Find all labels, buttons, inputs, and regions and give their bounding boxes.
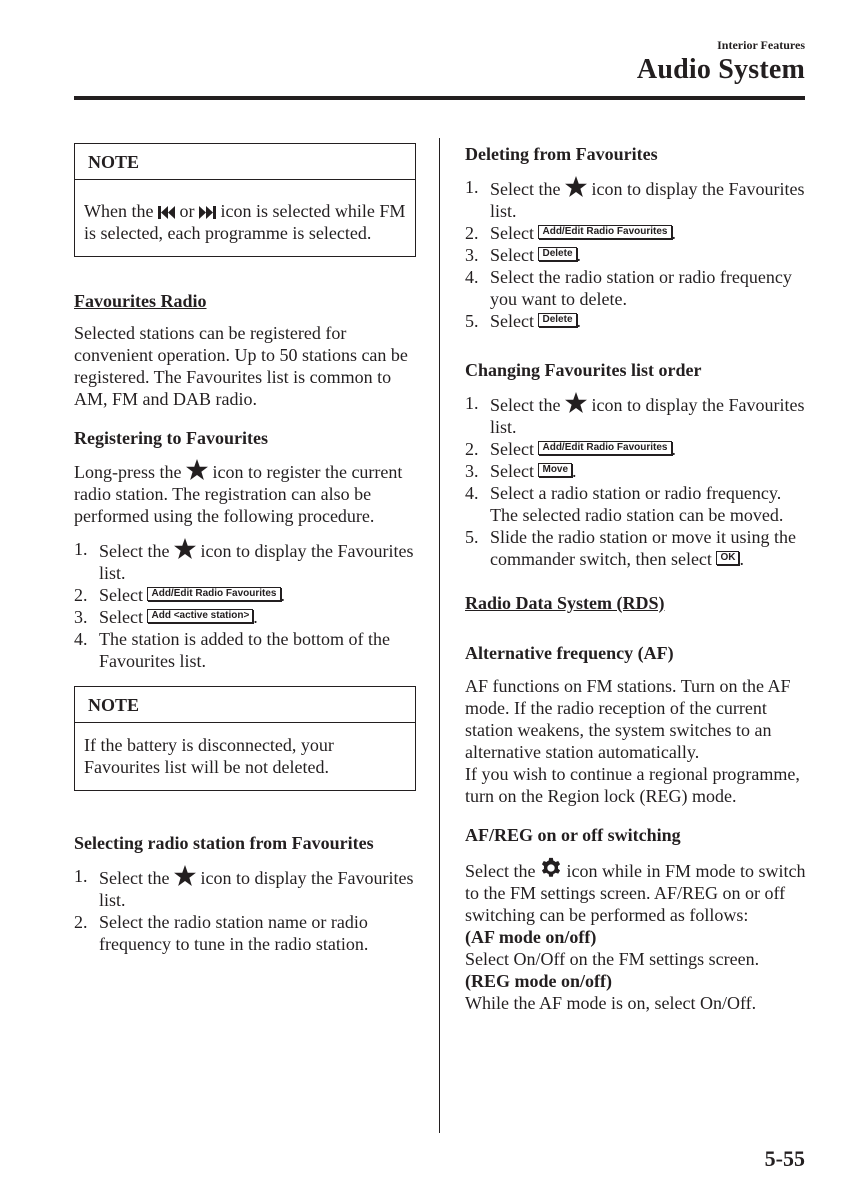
text-segment: Select xyxy=(99,585,148,605)
text-segment: or xyxy=(174,201,199,221)
step-number: 3. xyxy=(465,245,479,265)
list-item xyxy=(465,526,807,570)
text-segment: . xyxy=(739,549,744,569)
step-number: 3. xyxy=(465,461,479,481)
step-number: 2. xyxy=(74,912,88,932)
list-item xyxy=(74,584,416,606)
text-segment: . xyxy=(671,439,676,459)
subsection-heading: Alternative frequency (AF) xyxy=(465,643,674,663)
subsection-heading: Selecting radio station from Favourites xyxy=(74,833,374,853)
text-segment: Select xyxy=(490,461,539,481)
list-item xyxy=(465,222,807,244)
list-item xyxy=(74,628,416,672)
text-segment: Select xyxy=(490,245,539,265)
paragraph: While the AF mode is on, select On/Off. xyxy=(465,993,757,1013)
steps-list xyxy=(465,176,807,332)
text-segment: Select the xyxy=(490,395,565,415)
add-edit-favourites-button: Add/Edit Radio Favourites xyxy=(538,225,671,239)
text-segment: Select the xyxy=(99,541,174,561)
text-segment: . xyxy=(576,311,581,331)
text-segment: Select the xyxy=(99,868,174,888)
page-title: Audio System xyxy=(636,54,805,85)
paragraph: Selected stations can be registered for convenient operation. Up to 50 stations can be registered. The Favourites list is common to AM, FM and DAB radio. xyxy=(74,323,408,409)
note-label: NOTE xyxy=(75,687,415,723)
text-segment: . xyxy=(572,461,577,481)
step-number: 1. xyxy=(74,866,88,886)
move-button: Move xyxy=(538,463,572,477)
note-box xyxy=(74,143,416,257)
text-segment: Select the xyxy=(465,861,540,881)
step-number: 5. xyxy=(465,527,479,547)
star-icon xyxy=(565,176,587,197)
text-segment: Select the xyxy=(490,179,565,199)
step-number: 1. xyxy=(465,177,479,197)
text-segment: The station is added to the bottom of the Favourites list. xyxy=(99,629,390,671)
list-item xyxy=(465,482,807,526)
paragraph xyxy=(74,459,416,527)
list-item xyxy=(74,911,416,955)
list-item xyxy=(465,244,807,266)
page-number: 5-55 xyxy=(764,1146,805,1171)
text-segment: Select xyxy=(99,607,148,627)
list-item xyxy=(465,438,807,460)
step-number: 3. xyxy=(74,607,88,627)
subsection-heading: Changing Favourites list order xyxy=(465,360,702,380)
list-item xyxy=(465,392,807,438)
mode-label: (REG mode on/off) xyxy=(465,971,612,991)
star-icon xyxy=(174,865,196,886)
subsection-heading: Registering to Favourites xyxy=(74,428,268,448)
step-number: 4. xyxy=(465,483,479,503)
text-segment: Select the radio station or radio frequency you want to delete. xyxy=(490,267,792,309)
mode-label: (AF mode on/off) xyxy=(465,927,597,947)
subsection-heading: AF/REG on or off switching xyxy=(465,825,681,845)
add-active-station-button: Add <active station> xyxy=(147,609,253,623)
step-number: 5. xyxy=(465,311,479,331)
paragraph: If you wish to continue a regional programme, turn on the Region lock (REG) mode. xyxy=(465,764,800,806)
steps-list xyxy=(74,538,416,672)
right-column xyxy=(465,143,807,1014)
step-number: 2. xyxy=(465,223,479,243)
text-segment: icon while in FM mode to switch to the FM settings screen. AF/REG on or off switching can be performed as follows: xyxy=(465,861,806,925)
note-text: If the battery is disconnected, your Favourites list will be not deleted. xyxy=(84,735,334,777)
text-segment: icon is selected while FM is selected, each programme is selected. xyxy=(84,201,406,243)
header-divider xyxy=(74,96,805,100)
text-segment: icon to display the Favourites list. xyxy=(99,868,414,910)
gear-icon xyxy=(540,857,562,879)
text-segment: . xyxy=(576,245,581,265)
paragraph: AF functions on FM stations. Turn on the AF mode. If the radio reception of the current station weakens, the system switches to an alternative station automatically. xyxy=(465,676,791,762)
text-segment: . xyxy=(671,223,676,243)
star-icon xyxy=(186,459,208,480)
delete-button: Delete xyxy=(538,247,576,261)
list-item xyxy=(465,310,807,332)
add-edit-favourites-button: Add/Edit Radio Favourites xyxy=(538,441,671,455)
step-number: 2. xyxy=(74,585,88,605)
text-segment: . xyxy=(280,585,285,605)
section-label: Interior Features xyxy=(717,38,805,52)
text-segment: Select xyxy=(490,311,539,331)
list-item xyxy=(74,538,416,584)
step-number: 4. xyxy=(465,267,479,287)
text-segment: icon to register the current radio station. The registration can also be performed using the following procedure. xyxy=(74,462,403,526)
text-segment: When the xyxy=(84,201,158,221)
step-number: 1. xyxy=(74,539,88,559)
step-number: 2. xyxy=(465,439,479,459)
steps-list xyxy=(465,392,807,570)
skip-back-icon xyxy=(158,206,175,219)
add-edit-favourites-button: Add/Edit Radio Favourites xyxy=(147,587,280,601)
delete-button: Delete xyxy=(538,313,576,327)
text-segment: icon to display the Favourites list. xyxy=(490,179,805,221)
step-number: 4. xyxy=(74,629,88,649)
text-segment: icon to display the Favourites list. xyxy=(490,395,805,437)
text-segment: Select xyxy=(490,439,539,459)
star-icon xyxy=(174,538,196,559)
list-item xyxy=(465,176,807,222)
skip-forward-icon xyxy=(199,206,216,219)
left-column xyxy=(74,143,416,955)
step-number: 1. xyxy=(465,393,479,413)
list-item xyxy=(74,606,416,628)
text-segment: Select a radio station or radio frequency. The selected radio station can be moved. xyxy=(490,483,784,525)
subsection-heading: Deleting from Favourites xyxy=(465,144,658,164)
text-segment: Select the radio station name or radio frequency to tune in the radio station. xyxy=(99,912,369,954)
text-segment: Select xyxy=(490,223,539,243)
section-heading: Radio Data System (RDS) xyxy=(465,593,665,613)
column-divider xyxy=(439,138,440,1133)
ok-button: OK xyxy=(716,551,739,565)
text-segment: Slide the radio station or move it using the commander switch, then select xyxy=(490,527,796,569)
list-item xyxy=(74,865,416,911)
list-item xyxy=(465,266,807,310)
paragraph xyxy=(465,857,807,926)
list-item xyxy=(465,460,807,482)
note-label: NOTE xyxy=(75,144,415,180)
text-segment: . xyxy=(253,607,258,627)
steps-list xyxy=(74,865,416,955)
text-segment: Long-press the xyxy=(74,462,186,482)
note-box xyxy=(74,686,416,791)
star-icon xyxy=(565,392,587,413)
text-segment: icon to display the Favourites list. xyxy=(99,541,414,583)
note-text xyxy=(75,180,415,256)
paragraph: Select On/Off on the FM settings screen. xyxy=(465,949,760,969)
section-heading: Favourites Radio xyxy=(74,291,207,311)
